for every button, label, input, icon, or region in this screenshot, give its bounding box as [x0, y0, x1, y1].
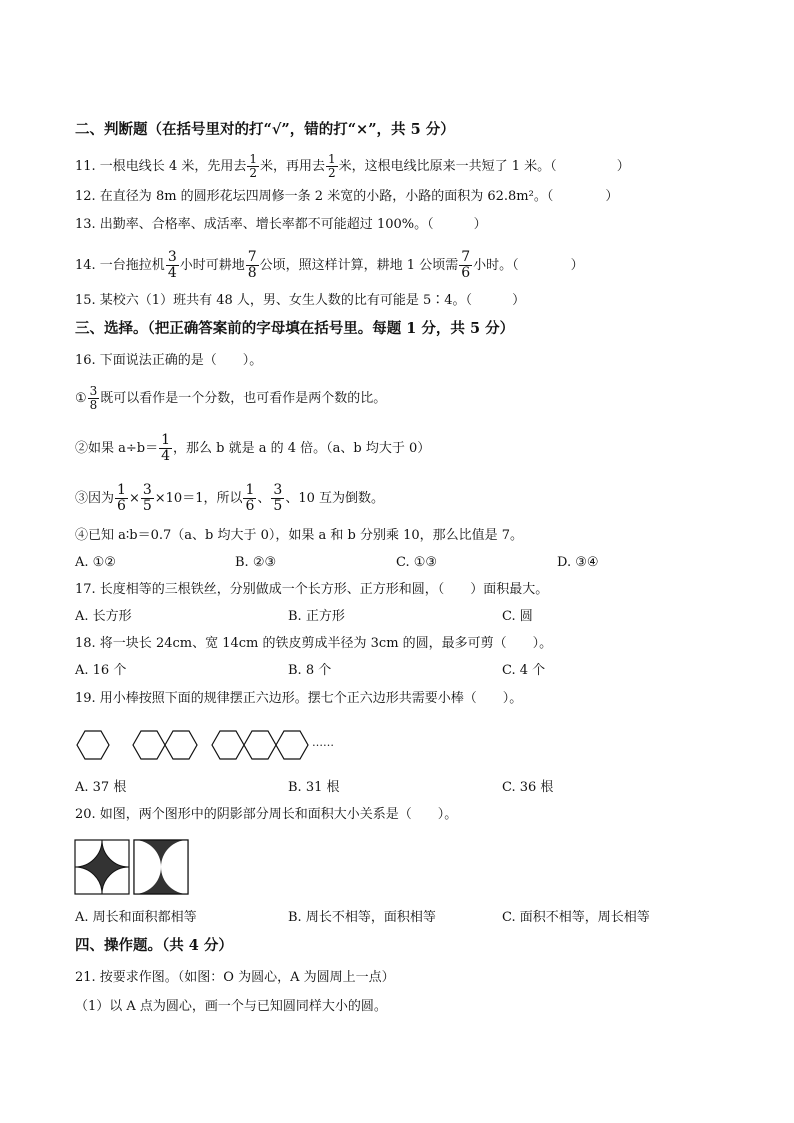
- question-16-stem: 16. 下面说法正确的是（ ）。: [75, 353, 263, 368]
- section-3-title: 三、选择。（把正确答案前的字母填在括号里。每题 1 分，共 5 分）: [75, 320, 515, 337]
- q17-option-c[interactable]: C. 圆: [502, 609, 533, 624]
- question-21-stem: 21. 按要求作图。（如图：O 为圆心，A 为圆周上一点）: [75, 970, 395, 985]
- hexagon-3b: [244, 731, 276, 759]
- question-11: 11. 一根电线长 4 米，先用去 $\frac{1}{2}$ 米，再用去 $\frac{1}{2}$ 米，这根电线比原来一共短了 1 米。（ ）: [75, 152, 630, 180]
- q16-option-d[interactable]: D. ③④: [557, 555, 599, 570]
- section-2-title: 二、判断题（在括号里对的打“√”，错的打“×”，共 5 分）: [75, 121, 455, 138]
- q18-option-c[interactable]: C. 4 个: [502, 663, 546, 678]
- question-13: 13. 出勤率、合格率、成活率、增长率都不可能超过 100%。（ ）: [75, 217, 487, 232]
- hexagon-2a: [133, 731, 165, 759]
- question-19-stem: 19. 用小棒按照下面的规律摆正六边形。摆七个正六边形共需要小棒（ ）。: [75, 691, 523, 706]
- q20-option-b[interactable]: B. 周长不相等，面积相等: [288, 910, 436, 925]
- question-17-stem: 17. 长度相等的三根铁丝，分别做成一个长方形、正方形和圆，（ ）面积最大。: [75, 582, 549, 597]
- hexagon-3a: [212, 731, 244, 759]
- figure-left-star: [75, 840, 129, 894]
- q17-option-a[interactable]: A. 长方形: [75, 609, 132, 624]
- q19-option-a[interactable]: A. 37 根: [75, 780, 127, 795]
- q18-option-b[interactable]: B. 8 个: [288, 663, 332, 678]
- question-18-stem: 18. 将一块长 24cm、宽 14cm 的铁皮剪成半径为 3cm 的圆，最多可剪（ ）。: [75, 636, 553, 651]
- q16-option-b[interactable]: B. ②③: [235, 555, 277, 570]
- hexagon-pattern-figure: [75, 726, 315, 766]
- hexagon-2b: [165, 731, 197, 759]
- question-20-stem: 20. 如图，两个图形中的阴影部分周长和面积大小关系是（ ）。: [75, 807, 458, 822]
- continuation-dots: ……: [312, 736, 334, 749]
- shaded-figures: [74, 839, 190, 897]
- q17-option-b[interactable]: B. 正方形: [288, 609, 345, 624]
- question-15: 15. 某校六（1）班共有 48 人，男、女生人数的比有可能是 5∶4。（ ）: [75, 293, 526, 308]
- section-4-title: 四、操作题。（共 4 分）: [75, 937, 233, 954]
- question-21-part-1: （1）以 A 点为圆心，画一个与已知圆同样大小的圆。: [75, 999, 387, 1014]
- q16-option-c[interactable]: C. ①③: [396, 555, 438, 570]
- question-12: 12. 在直径为 8m 的圆形花坛四周修一条 2 米宽的小路，小路的面积为 62.8m²。（ ）: [75, 189, 619, 204]
- q19-option-b[interactable]: B. 31 根: [288, 780, 340, 795]
- q16-statement-3: ③因为 $\frac{1}{6}$ × $\frac{3}{5}$ ×10＝1，所以 $\frac{1}{6}$ 、 $\frac{3}{5}$ 、10 互为倒数。: [75, 482, 385, 514]
- q20-option-c[interactable]: C. 面积不相等，周长相等: [502, 910, 650, 925]
- q18-option-a[interactable]: A. 16 个: [75, 663, 127, 678]
- hexagon-1: [77, 731, 109, 759]
- q19-option-c[interactable]: C. 36 根: [502, 780, 554, 795]
- question-14: 14. 一台拖拉机 $\frac{3}{4}$ 小时可耕地 $\frac{7}{8}$ 公顷，照这样计算，耕地 1 公顷需 $\frac{7}{6}$ 小时。（ ）: [75, 249, 584, 281]
- q16-statement-4: ④已知 a∶b＝0.7（a、b 均大于 0），如果 a 和 b 分别乘 10，那么比值是 7。: [75, 528, 524, 543]
- q16-statement-2: ②如果 a÷b＝ $\frac{1}{4}$ ，那么 b 就是 a 的 4 倍。（a、b 均大于 0）: [75, 432, 431, 464]
- q16-option-a[interactable]: A. ①②: [75, 555, 116, 570]
- q20-option-a[interactable]: A. 周长和面积都相等: [75, 910, 197, 925]
- hexagon-3c: [276, 731, 308, 759]
- q16-statement-1: ① $\frac{3}{8}$ 既可以看作是一个分数，也可看作是两个数的比。: [75, 384, 387, 412]
- figure-right-semicircles: [134, 840, 188, 894]
